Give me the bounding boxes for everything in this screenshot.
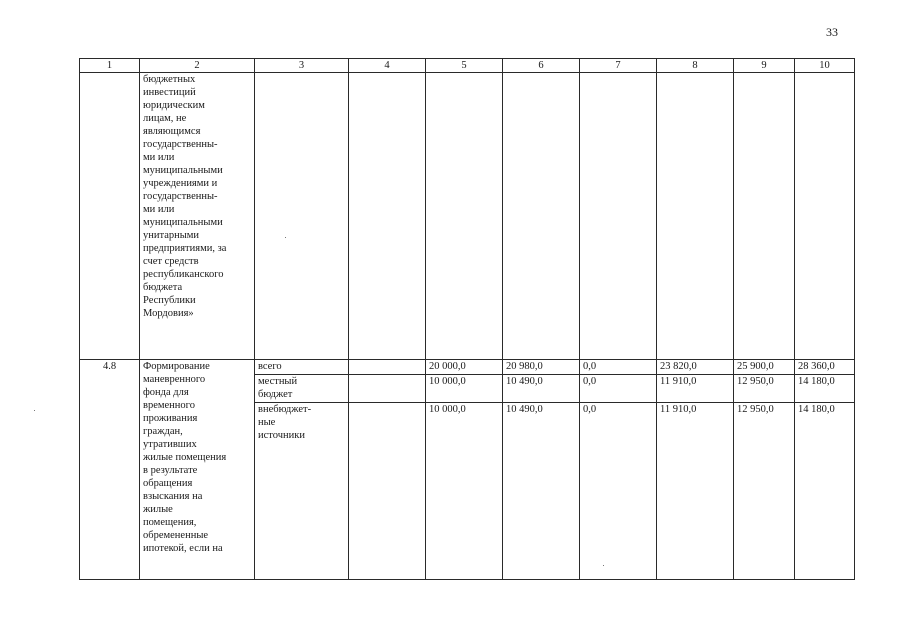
value-cell: 14 180,0 <box>798 404 835 415</box>
value-cell: 10 490,0 <box>506 404 543 415</box>
header-cell: 1 <box>80 59 140 73</box>
value-cell: 23 820,0 <box>657 360 733 375</box>
value-cell: 10 000,0 <box>429 404 466 415</box>
value-cell: 10 490,0 <box>503 375 579 403</box>
value-cell: 12 950,0 <box>734 375 794 403</box>
col9-cell <box>734 360 795 580</box>
header-cell: 9 <box>734 59 795 73</box>
table-row-continuation <box>80 73 855 360</box>
value-cell: 0,0 <box>580 375 656 403</box>
empty-cell <box>503 73 580 360</box>
description-cell: Формирование маневренного фонда для временного проживания граждан, утративших жилые помещения в результате обращения взыскания на жилые помещения, обремененные ипотекой, если на <box>140 360 255 580</box>
page-number: 33 <box>826 25 838 39</box>
scan-speck <box>285 237 286 238</box>
source-local-budget: местный бюджет <box>255 375 348 403</box>
empty-cell <box>734 73 795 360</box>
header-cell: 3 <box>255 59 349 73</box>
empty-cell <box>255 73 349 360</box>
header-cell: 10 <box>795 59 855 73</box>
col4-cell <box>349 360 426 580</box>
description-cell: бюджетных инвестиций юридическим лицам, не являющимся государственны- ми или муниципальными учреждениями и государственны- ми или муниципальными унитарными предприятиями, за счет средств республиканского бюджета Республики Мордовия» <box>140 73 255 360</box>
header-row <box>80 59 855 73</box>
col7-cell <box>580 360 657 580</box>
value-cell: 14 180,0 <box>795 375 854 403</box>
value-cell: 20 000,0 <box>426 360 502 375</box>
row-number-cell <box>80 73 140 360</box>
value-cell: 28 360,0 <box>795 360 854 375</box>
funding-source-cell <box>255 360 349 580</box>
header-cell: 8 <box>657 59 734 73</box>
value-cell: 11 910,0 <box>660 404 697 415</box>
value-cell: 10 000,0 <box>426 375 502 403</box>
header-cell: 4 <box>349 59 426 73</box>
budget-table <box>79 58 855 580</box>
value-cell: 0,0 <box>580 360 656 375</box>
scan-speck <box>603 565 604 566</box>
scan-speck <box>34 410 35 411</box>
col6-cell <box>503 360 580 580</box>
empty-cell <box>795 73 855 360</box>
value-cell <box>349 375 425 403</box>
empty-cell <box>349 73 426 360</box>
col10-cell <box>795 360 855 580</box>
value-cell: 20 980,0 <box>503 360 579 375</box>
source-extrabudgetary: внебюджет- ные источники <box>258 404 312 441</box>
header-cell: 5 <box>426 59 503 73</box>
row-number-cell: 4.8 <box>80 360 140 580</box>
value-cell: 12 950,0 <box>737 404 774 415</box>
empty-cell <box>657 73 734 360</box>
empty-cell <box>426 73 503 360</box>
value-cell: 0,0 <box>583 404 597 415</box>
value-cell <box>349 360 425 375</box>
header-cell: 6 <box>503 59 580 73</box>
table-row-4-8 <box>80 360 855 580</box>
value-cell <box>349 403 425 579</box>
value-cell: 11 910,0 <box>657 375 733 403</box>
col5-cell <box>426 360 503 580</box>
source-total: всего <box>255 360 348 375</box>
header-cell: 2 <box>140 59 255 73</box>
empty-cell <box>580 73 657 360</box>
col8-cell <box>657 360 734 580</box>
value-cell: 25 900,0 <box>734 360 794 375</box>
header-cell: 7 <box>580 59 657 73</box>
